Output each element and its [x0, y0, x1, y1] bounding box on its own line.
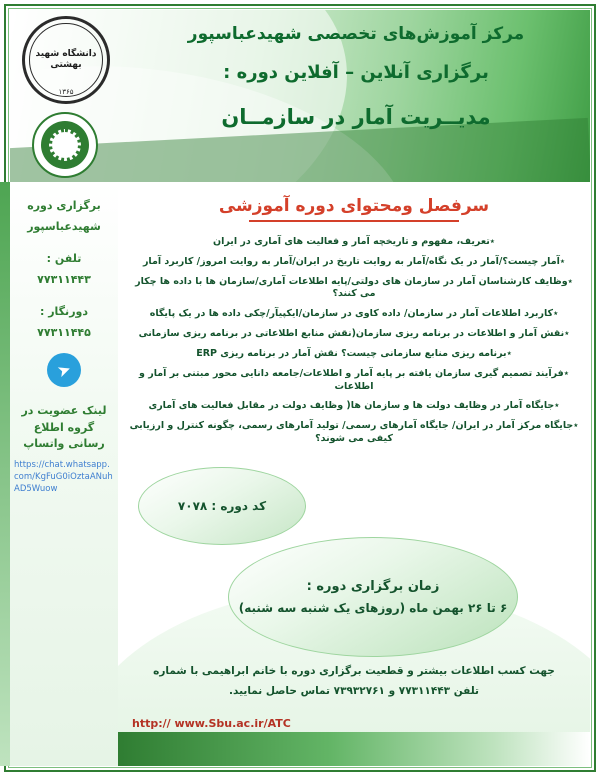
- bullet-star-icon: ٭: [489, 236, 495, 247]
- bullet-star-icon: ٭: [506, 347, 512, 359]
- course-schedule-block: [239, 575, 508, 620]
- topic-text: جایگاه مرکز آمار در ایران/ جایگاه آمارهای رسمی/ تولید آمارهای رسمی، چگونه کنترل و ارزیابی کیفی می شوند؟: [129, 420, 574, 444]
- sidebar-block-fax: [10, 304, 118, 341]
- sidebar-group-label: لینک عضویت در گروه اطلاع رسانی واتساپ: [21, 404, 107, 450]
- contact-note: [118, 662, 590, 702]
- training-center-emblem: [32, 112, 98, 178]
- bullet-star-icon: ٭: [559, 255, 566, 267]
- course-code-text: کد دوره : ۷۰۷۸: [177, 499, 267, 513]
- contact-note-line1: جهت کسب اطلاعات بیشتر و قطعیت برگزاری دوره با خانم ابراهیمی با شماره: [153, 665, 555, 678]
- header-text-block: [136, 22, 576, 129]
- main-content: [118, 182, 590, 766]
- sidebar-block-place: [10, 198, 118, 235]
- sidebar-fax-value: ۷۷۳۱۱۴۴۵: [37, 325, 91, 339]
- topic-text: برنامه ریزی منابع سازمانی چیست؟ نقش آمار در برنامه ریزی ERP: [196, 347, 507, 359]
- course-schedule-bubble: [228, 537, 518, 657]
- sidebar: [10, 182, 118, 766]
- bullet-star-icon: ٭: [553, 308, 559, 320]
- list-item: [128, 308, 580, 321]
- topic-text: نقش آمار و اطلاعات در برنامه ریزی سازمان(نقش منابع اطلاعاتی در برنامه ریزی سازمانی: [138, 328, 565, 340]
- topic-text: آمار چیست؟/آمار در یک نگاه/آمار به روایت تاریخ در ایران/آمار به روایت امروز/ کاربرد آمار: [142, 255, 560, 267]
- website-url[interactable]: http:// www.Sbu.ac.ir/ATC: [132, 717, 291, 730]
- header-title-center-name: مرکز آموزش‌های تخصصی شهیدعباسپور: [187, 24, 525, 44]
- bottom-bar: [118, 714, 590, 766]
- sidebar-place-value: شهیدعباسپور: [27, 219, 101, 233]
- sidebar-block-group: [10, 403, 118, 453]
- telegram-icon[interactable]: [47, 353, 81, 387]
- university-logo-year: ۱۳۶۵: [58, 88, 74, 96]
- bottom-bar-gradient: [118, 732, 590, 766]
- bullet-star-icon: ٭: [563, 367, 569, 379]
- sidebar-phone-label: تلفن :: [46, 252, 82, 265]
- list-item: [128, 256, 580, 269]
- list-item: [128, 328, 580, 341]
- course-schedule-label: زمان برگزاری دوره :: [306, 578, 440, 594]
- sidebar-gradient-strip: [0, 182, 10, 766]
- list-item: [128, 348, 580, 361]
- topic-text: تعریف، مفهوم و تاریخچه آمار و فعالیت های آماری در ایران: [213, 236, 490, 247]
- bullet-star-icon: ٭: [573, 420, 579, 432]
- list-item: [128, 276, 580, 302]
- section-title-underline: [249, 220, 459, 222]
- list-item: [128, 236, 580, 249]
- bullet-star-icon: ٭: [567, 275, 573, 287]
- header-title-course-name: مدیــریت آمار در سازمــان: [221, 104, 491, 129]
- sidebar-fax-label: دورنگار :: [39, 305, 89, 318]
- section-title: [118, 196, 590, 222]
- list-item: [128, 400, 580, 413]
- gear-icon: [49, 129, 81, 161]
- sidebar-block-phone: [10, 251, 118, 288]
- university-logo: [22, 16, 110, 104]
- topic-text: جایگاه آمار در وظایف دولت ها و سازمان ها( وظایف دولت در مقابل فعالیت های آماری: [148, 400, 555, 412]
- header-title-course-mode: برگزاری آنلاین – آفلاین دوره :: [223, 61, 489, 83]
- topic-text: وظایف کارشناسان آمار در سازمان های دولتی/پایه اطلاعات آماری/سازمان ها با داده ها چکار می کنند؟: [135, 275, 568, 300]
- course-code-bubble: [138, 467, 306, 545]
- topics-list: [128, 236, 580, 446]
- bullet-star-icon: ٭: [554, 400, 560, 412]
- topic-text: کاربرد اطلاعات آمار در سازمان/ داده کاوی در سازمان/ایکپیآر/چکی داده ها در یک پایگاه: [149, 308, 554, 320]
- sidebar-phone-value: ۷۷۳۱۱۴۴۳: [37, 272, 91, 286]
- list-item: [128, 420, 580, 446]
- topic-text: فرآیند تصمیم گیری سازمان یافته بر پایه آمار و اطلاعات/جامعه دانایی محور مبتنی بر آمار و اطلاعات: [139, 367, 564, 392]
- sidebar-place-label: برگزاری دوره: [27, 199, 101, 212]
- section-title-text: سرفصل ومحتوای دوره آموزشی: [218, 196, 490, 216]
- university-logo-label: دانشگاه شهید بهشتی: [35, 48, 97, 70]
- contact-note-line2: تلفن ۷۷۳۱۱۴۴۳ و ۷۳۹۳۲۷۶۱ تماس حاصل نمایید.: [229, 685, 479, 698]
- course-schedule-value: ۶ تا ۲۶ بهمن ماه (روزهای یک شنبه سه شنبه): [238, 600, 508, 615]
- whatsapp-group-link[interactable]: https://chat.whatsapp.com/KgFuG0iOztaANuhAD5Wuow: [14, 459, 113, 495]
- bullet-star-icon: ٭: [564, 328, 570, 340]
- list-item: [128, 368, 580, 394]
